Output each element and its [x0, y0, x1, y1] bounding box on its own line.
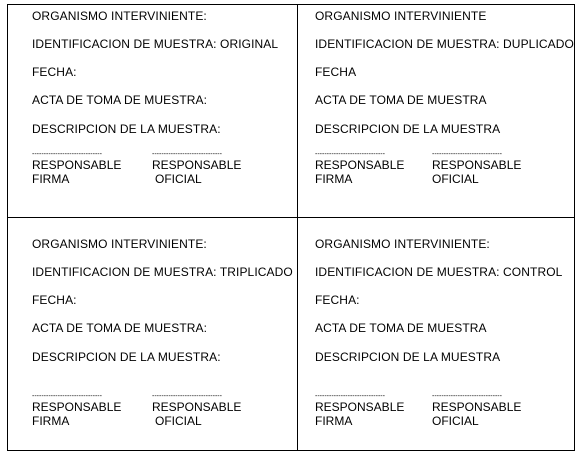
signature-label-line1: RESPONSABLE	[315, 400, 405, 414]
descripcion-label: DESCRIPCION DE LA MUESTRA	[315, 122, 501, 136]
sample-cell-original	[32, 8, 312, 218]
acta-label: ACTA DE TOMA DE MUESTRA:	[32, 93, 208, 107]
organismo-label: ORGANISMO INTERVINIENTE:	[32, 237, 207, 251]
signature-label-line2: OFICIAL	[432, 414, 479, 428]
signature-label-line1: RESPONSABLE	[32, 400, 122, 414]
acta-label: ACTA DE TOMA DE MUESTRA	[315, 321, 487, 335]
descripcion-label: DESCRIPCION DE LA MUESTRA	[315, 350, 501, 364]
sample-cell-duplicado	[315, 8, 581, 218]
organismo-label: ORGANISMO INTERVINIENTE:	[315, 237, 490, 251]
identificacion-label: IDENTIFICACION DE MUESTRA: DUPLICADO	[315, 37, 574, 51]
identificacion-label: IDENTIFICACION DE MUESTRA: TRIPLICADO	[32, 265, 293, 279]
signature-block-firma	[315, 394, 404, 428]
signature-block-oficial	[432, 152, 521, 186]
signature-line: ------------------------------	[432, 152, 502, 158]
signature-block-firma	[32, 152, 121, 186]
signature-label-line1: RESPONSABLE	[152, 400, 242, 414]
organismo-label: ORGANISMO INTERVINIENTE	[315, 9, 487, 23]
fecha-label: FECHA	[315, 65, 357, 79]
descripcion-label: DESCRIPCION DE LA MUESTRA:	[32, 122, 221, 136]
sample-cell-control	[315, 236, 581, 446]
signature-line: ------------------------------	[152, 394, 222, 400]
fecha-label: FECHA:	[32, 293, 77, 307]
signature-label-line2: OFICIAL	[155, 172, 202, 186]
signature-label-line2: OFICIAL	[432, 172, 479, 186]
organismo-label: ORGANISMO INTERVINIENTE:	[32, 9, 207, 23]
signature-line: ------------------------------	[315, 394, 385, 400]
signature-label-line2: OFICIAL	[155, 414, 202, 428]
signature-label-line2: FIRMA	[32, 414, 70, 428]
signature-label-line1: RESPONSABLE	[432, 158, 522, 172]
signature-label-line1: RESPONSABLE	[315, 158, 405, 172]
acta-label: ACTA DE TOMA DE MUESTRA:	[32, 321, 208, 335]
signature-line: ------------------------------	[152, 152, 222, 158]
signature-label-line2: FIRMA	[32, 172, 70, 186]
signature-line: ------------------------------	[32, 152, 102, 158]
signature-label-line2: FIRMA	[315, 414, 353, 428]
signature-block-oficial	[152, 394, 241, 428]
signature-label-line2: FIRMA	[315, 172, 353, 186]
signature-block-oficial	[152, 152, 241, 186]
signature-line: ------------------------------	[315, 152, 385, 158]
signature-label-line1: RESPONSABLE	[432, 400, 522, 414]
acta-label: ACTA DE TOMA DE MUESTRA	[315, 93, 487, 107]
signature-block-firma	[32, 394, 121, 428]
signature-label-line1: RESPONSABLE	[32, 158, 122, 172]
signature-label-line1: RESPONSABLE	[152, 158, 242, 172]
fecha-label: FECHA:	[315, 293, 360, 307]
sample-cell-triplicado	[32, 236, 312, 446]
signature-block-firma	[315, 152, 404, 186]
fecha-label: FECHA:	[32, 65, 77, 79]
signature-line: ------------------------------	[432, 394, 502, 400]
descripcion-label: DESCRIPCION DE LA MUESTRA:	[32, 350, 221, 364]
identificacion-label: IDENTIFICACION DE MUESTRA: CONTROL	[315, 265, 563, 279]
identificacion-label: IDENTIFICACION DE MUESTRA: ORIGINAL	[32, 37, 279, 51]
signature-block-oficial	[432, 394, 521, 428]
signature-line: ------------------------------	[32, 394, 102, 400]
